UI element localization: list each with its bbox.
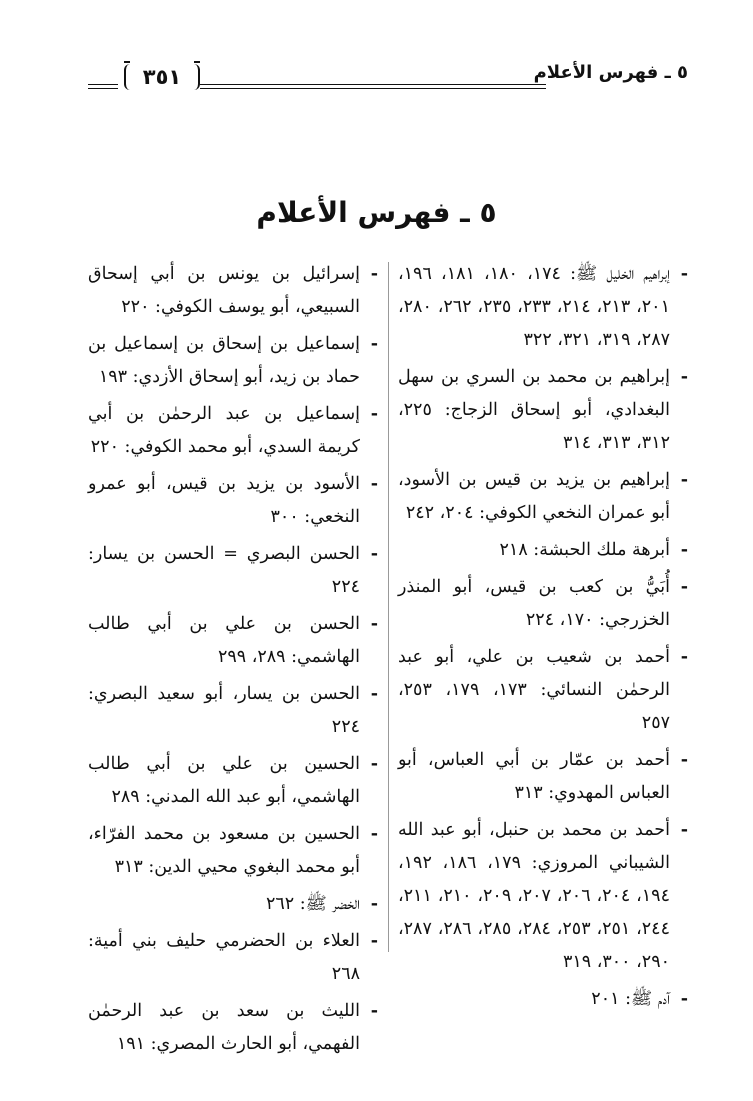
index-entry: - أبرهة ملك الحبشة: ٢١٨ (398, 534, 688, 567)
index-entry: - أحمد بن محمد بن حنبل، أبو عبد الله الشيباني المروزي: ١٧٩، ١٨٦، ١٩٢، ١٩٤، ٢٠٤، ٢٠٦، ٢٠٧، ٢٠٩، ٢١٠، ٢١١، ٢٤٤، ٢٥١، ٢٥٣، ٢٨٤، ٢٨٥، ٢٨٦، ٢٨٧، ٢٩٠، ٣٠٠، ٣١٩ (398, 814, 688, 979)
page-number: ٣٥١ (142, 65, 182, 89)
index-entry: - إبراهيم بن محمد بن السري بن سهل البغدادي، أبو إسحاق الزجاج: ٢٢٥، ٣١٢، ٣١٣، ٣١٤ (398, 361, 688, 460)
index-entry: - آدم ﷺ: ٢٠١ (398, 983, 688, 1016)
index-entry: - أُبَيُّ بن كعب بن قيس، أبو المنذر الخزرجي: ١٧٠، ٢٢٤ (398, 571, 688, 637)
index-entry: - إسرائيل بن يونس بن أبي إسحاق السبيعي، أبو يوسف الكوفي: ٢٢٠ (88, 258, 378, 324)
index-entry: - العلاء بن الحضرمي حليف بني أمية: ٢٦٨ (88, 925, 378, 991)
page-number-frame (124, 64, 200, 90)
index-columns (88, 258, 688, 1058)
index-entry: - الخضر ﷺ: ٢٦٢ (88, 888, 378, 921)
header-rule-left (88, 84, 118, 85)
running-title: ٥ ـ فهرس الأعلام (533, 62, 688, 83)
index-entry: - الحسين بن مسعود بن محمد الفرّاء، أبو محمد البغوي محيي الدين: ٣١٣ (88, 818, 378, 884)
frame-corner (194, 61, 200, 67)
header-rule (200, 84, 546, 85)
index-entry: - الأسود بن يزيد بن قيس، أبو عمرو النخعي: ٣٠٠ (88, 468, 378, 534)
index-entry: - إبراهيم الخليل ﷺ: ١٧٤، ١٨٠، ١٨١، ١٩٦، ٢٠١، ٢١٣، ٢١٤، ٢٣٣، ٢٣٥، ٢٦٢، ٢٨٠، ٢٨٧، ٣١٩، ٣٢١، ٣٢٢ (398, 258, 688, 357)
index-entry: - الحسن البصري = الحسن بن يسار: ٢٢٤ (88, 538, 378, 604)
section-title: ٥ ـ فهرس الأعلام (256, 196, 497, 229)
right-column (398, 258, 688, 1020)
index-entry: - الليث بن سعد بن عبد الرحمٰن الفهمي، أبو الحارث المصري: ١٩١ (88, 995, 378, 1061)
index-entry: - إسماعيل بن عبد الرحمٰن بن أبي كريمة السدي، أبو محمد الكوفي: ٢٢٠ (88, 398, 378, 464)
index-entry: - أحمد بن شعيب بن علي، أبو عبد الرحمٰن النسائي: ١٧٣، ١٧٩، ٢٥٣، ٢٥٧ (398, 641, 688, 740)
index-entry: - إسماعيل بن إسحاق بن إسماعيل بن حماد بن زيد، أبو إسحاق الأزدي: ١٩٣ (88, 328, 378, 394)
left-column (88, 258, 378, 1065)
column-divider (388, 262, 389, 952)
header-rule-left-secondary (88, 88, 118, 89)
index-entry: - الحسن بن علي بن أبي طالب الهاشمي: ٢٨٩، ٢٩٩ (88, 608, 378, 674)
index-entry: - الحسن بن يسار، أبو سعيد البصري: ٢٢٤ (88, 678, 378, 744)
index-entry: - الحسين بن علي بن أبي طالب الهاشمي، أبو عبد الله المدني: ٢٨٩ (88, 748, 378, 814)
frame-corner (124, 61, 130, 67)
page-header (88, 58, 688, 94)
index-entry: - أحمد بن عمّار بن أبي العباس، أبو العباس المهدوي: ٣١٣ (398, 744, 688, 810)
header-rule-secondary (200, 88, 546, 89)
index-entry: - إبراهيم بن يزيد بن قيس بن الأسود، أبو عمران النخعي الكوفي: ٢٠٤، ٢٤٢ (398, 464, 688, 530)
